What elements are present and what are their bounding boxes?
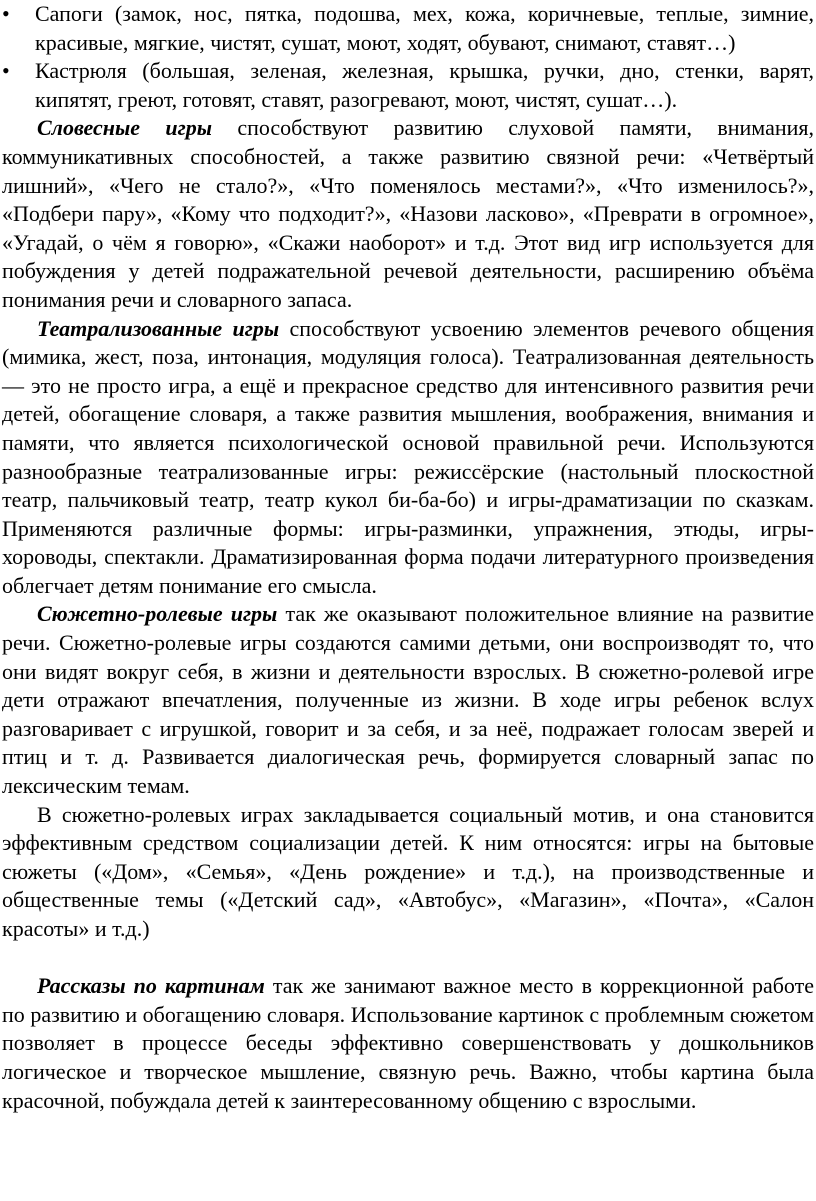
term-heading: Рассказы по картинам [37, 973, 265, 999]
paragraph-text: способствуют усвоению элементов речевого общения (мимика, жест, поза, интонация, модуляция голоса). Театрализованная деятельность — это не просто игра, а ещё и прекрасное средство для интенсивного развития речи детей, обогащение словаря, а также развития мышления, воображения, внимания и памяти, что является психологической основой правильной речи. Используются разнообразные театрализованные игры: режиссёрские (настольный плоскостной театр, пальчиковый театр, театр кукол би-ба-бо) и игры-драматизации по сказкам. Применяются различные формы: игры-разминки, упражнения, этюды, игры-хороводы, спектакли. Драматизированная форма подачи литературного произведения облегчает детям понимание его смысла. [2, 315, 814, 598]
paragraph-role-play-games [0, 600, 816, 800]
term-heading: Сюжетно-ролевые игры [37, 601, 278, 627]
vocabulary-list [0, 0, 816, 114]
list-item [0, 57, 816, 114]
paragraph-text: В сюжетно-ролевых играх закладывается социальный мотив, и она становится эффективным средством социализации детей. К ним относятся: игры на бытовые сюжеты («Дом», «Семья», «День рождение» и т.д.), на производственные и общественные темы («Детский сад», «Автобус», «Магазин», «Почта», «Салон красоты» и т.д.) [2, 801, 814, 941]
paragraph-picture-stories [0, 972, 816, 1115]
term-heading: Словесные игры [37, 115, 212, 141]
list-item [0, 0, 816, 57]
paragraph-role-play-social [0, 801, 816, 944]
list-item-text: Сапоги (замок, нос, пятка, подошва, мех, кожа, коричневые, теплые, зимние, красивые, мягкие, чистят, сушат, моют, ходят, обувают, снимают, ставят…) [35, 1, 814, 55]
paragraph-theatrical-games [0, 315, 816, 601]
paragraph-text: так же оказывают положительное влияние на развитие речи. Сюжетно-ролевые игры создаются самими детьми, они воспроизводят то, что они видят вокруг себя, в жизни и деятельности взрослых. В сюжетно-ролевой игре дети отражают впечатления, полученные из жизни. В ходе игры ребенок вслух разговаривает с игрушкой, говорит и за себя, и за неё, подражает голосам зверей и птиц и т. д. Развивается диалогическая речь, формируется словарный запас по лексическим темам. [2, 601, 814, 799]
term-heading: Театрализованные игры [37, 315, 280, 341]
paragraph-verbal-games [0, 114, 816, 314]
list-item-text: Кастрюля (большая, зеленая, железная, крышка, ручки, дно, стенки, варят, кипятят, греют, готовят, ставят, разогревают, моют, чистят, сушат…). [35, 58, 814, 112]
paragraph-text: так же занимают важное место в коррекционной работе по развитию и обогащению словаря. Использование картинок с проблемным сюжетом позволяет в процессе беседы эффективно совершенствовать у дошкольников логическое и творческое мышление, связную речь. Важно, чтобы картина была красочной, побуждала детей к заинтересованному общению с взрослыми. [2, 973, 814, 1113]
paragraph-text: способствуют развитию слуховой памяти, внимания, коммуникативных способностей, а также развитию связной речи: «Четвёртый лишний», «Чего не стало?», «Что поменялось местами?», «Что изменилось?», «Подбери пару», «Кому что подходит?», «Назови ласково», «Преврати в огромное», «Угадай, о чём я говорю», «Скажи наоборот» и т.д. Этот вид игр используется для побуждения у детей подражательной речевой деятельности, расширению объёма понимания речи и словарного запаса. [2, 115, 814, 312]
blank-line [0, 944, 816, 973]
